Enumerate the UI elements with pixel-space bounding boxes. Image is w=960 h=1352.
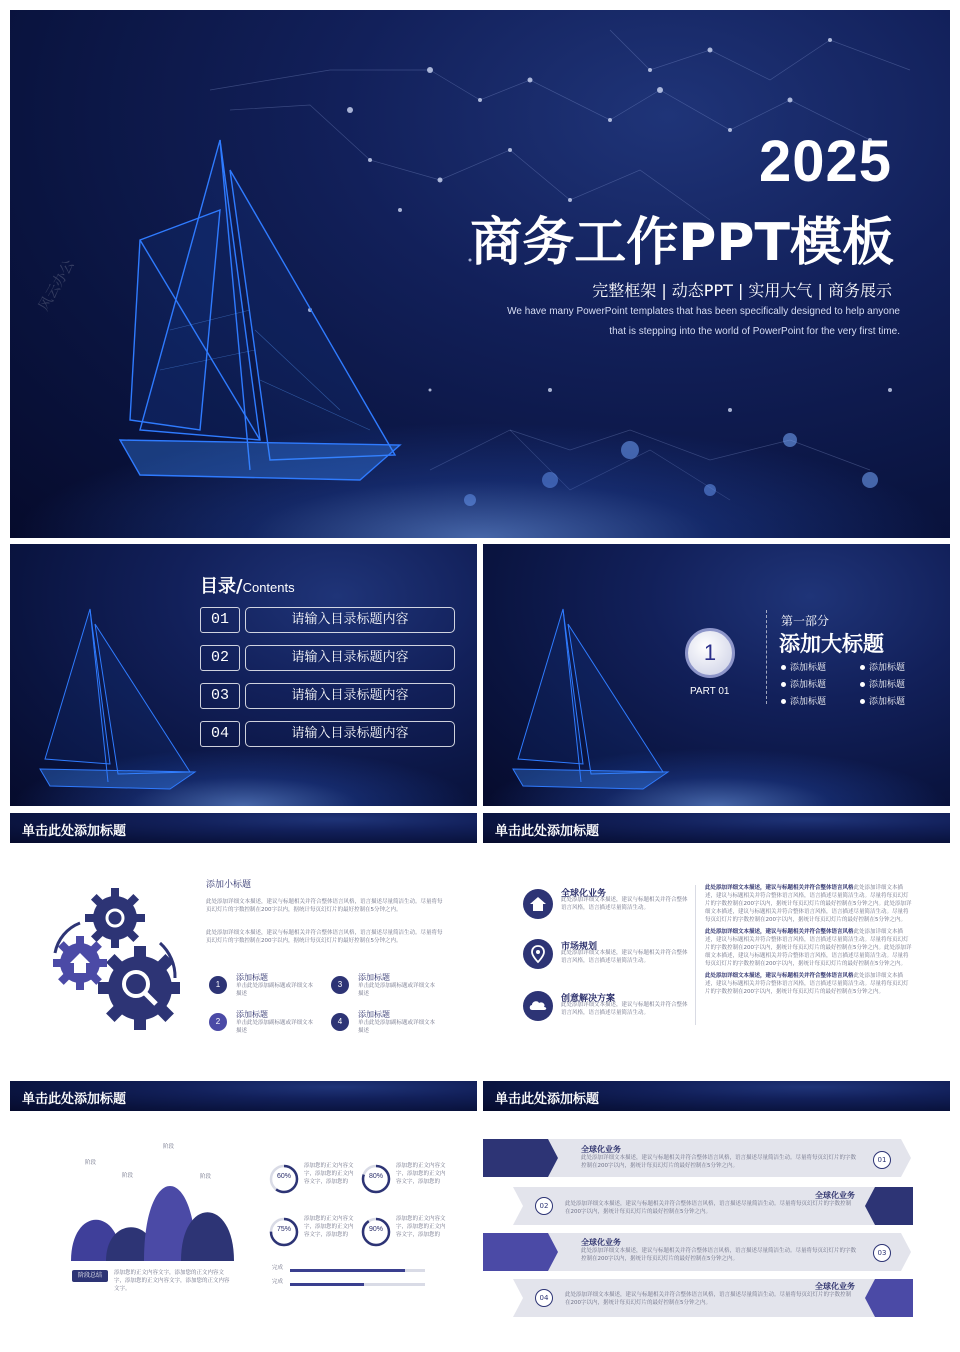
row-title[interactable]: 全球化业务 — [815, 1191, 855, 1200]
progress-bar-fill — [290, 1283, 364, 1286]
paragraph-lead: 此处添加详细文本描述，建议与标题相关并符合整体语言风格 — [705, 928, 854, 935]
paragraph-body: 此处添加详细文本描述，建议与标题相关并符合整体语言风格，语言描述尽量简洁生动。尽量将每页幻灯片的字数控制在200字以内，据统计每页幻灯片的最好控制在5分钟之内。此处添加详细文本描述，建议与标题相关并符合整体语言风格，语言描述尽量简洁生动。尽量将每页幻灯片的字数控制在200字以内，据统计每页幻灯片的最好控制在5分钟之内。 — [705, 885, 912, 923]
stage-label: 阶段 — [85, 1160, 97, 1166]
section-slide[interactable] — [483, 544, 950, 806]
paragraph-lead: 此处添加详细文本描述，建议与标题相关并符合整体语言风格 — [705, 885, 854, 891]
stage-label: 阶段 — [122, 1173, 134, 1179]
item-title[interactable]: 添加标题 — [236, 973, 268, 982]
row-number: 02 — [535, 1197, 553, 1215]
gears-slide[interactable] — [10, 813, 477, 1075]
ring-desc: 添加您的正文内容文字，添加您的正文内容文字，添加您的 — [304, 1163, 354, 1185]
item-number: 3 — [331, 976, 349, 994]
bar-label: 完成 — [272, 1279, 284, 1285]
ring-desc: 添加您的正文内容文字，添加您的正文内容文字，添加您的 — [304, 1216, 354, 1238]
service-title[interactable]: 创意解决方案 — [561, 994, 616, 1004]
paragraph-body: 此处添加详细文本描述，建议与标题相关并符合整体语言风格，语言描述尽量简洁生动。尽量将每页幻灯片的字数控制在200字以内，据统计每页幻灯片的最好控制在5分钟之内。此处添加详细文本描述，建议与标题相关并符合整体语言风格，语言描述尽量简洁生动。尽量将每页幻灯片的字数控制在200字以内，据统计每页幻灯片的最好控制在5分钟之内。 — [705, 928, 912, 967]
progress-ring — [268, 1216, 300, 1248]
sailboat-illustration — [110, 130, 430, 500]
contents-heading-zh: 目录/ — [200, 576, 243, 597]
service-desc: 此处添加详细文本描述，建议与标题相关并符合整体语言风格，语言描述尽量简洁生动。 — [561, 950, 688, 964]
bullet-item: 添加标题 — [781, 660, 826, 673]
progress-ring — [360, 1216, 392, 1248]
toc-item-label[interactable]: 请输入目录标题内容 — [245, 607, 455, 633]
slide-header-title[interactable]: 单击此处添加标题 — [22, 824, 127, 839]
body-paragraph: 此处添加详细文本描述，建议与标题相关并符合整体语言风格，语言描述尽量简洁生动。尽量将每页幻灯片的字数控制在200字以内，据统计每页幻灯片的最好控制在5分钟之内。 — [206, 899, 443, 913]
watermark-text: 风云办公 — [35, 257, 78, 314]
item-title[interactable]: 添加标题 — [358, 973, 390, 982]
house-icon — [523, 889, 553, 919]
toc-item-label[interactable]: 请输入目录标题内容 — [245, 721, 455, 747]
cover-subtitle-line1: We have many PowerPoint templates that has been specifically designed to help anyone — [507, 306, 900, 317]
toc-item-label[interactable]: 请输入目录标题内容 — [245, 683, 455, 709]
slide-header-title[interactable]: 单击此处添加标题 — [495, 1092, 600, 1107]
ring-percent: 90% — [368, 1226, 383, 1233]
row-number: 04 — [535, 1289, 553, 1307]
paragraph-body: 此处添加详细文本描述，建议与标题相关并符合整体语言风格，语言描述尽量简洁生动。尽量将每页幻灯片的字数控制在200字以内，据统计每页幻灯片的最好控制在5分钟之内。 — [705, 972, 909, 995]
row-desc: 此处添加详细文本描述，建议与标题相关并符合整体语言风格，语言描述尽量简洁生动。尽量将每页幻灯片的字数控制在200字以内，据统计每页幻灯片的最好控制在5分钟之内。 — [565, 1292, 852, 1306]
divider — [695, 885, 696, 1025]
service-desc: 此处添加详细文本描述，建议与标题相关并符合整体语言风格，语言描述尽量简洁生动。 — [561, 897, 688, 911]
summary-badge: 阶段总结 — [72, 1270, 108, 1282]
item-desc: 单击此处添加副标题或详细文本描述 — [236, 1020, 314, 1034]
slide-header-bar — [483, 813, 950, 843]
gears-illustration — [40, 883, 180, 1033]
sailboat-illustration — [503, 604, 683, 794]
ring-desc: 添加您的正文内容文字，添加您的正文内容文字，添加您的 — [396, 1216, 446, 1238]
bar-label: 完成 — [272, 1265, 284, 1271]
summary-text: 添加您的正文内容文字，添加您的正文内容文字，添加您的正文内容文字，添加您的正文内容文字。 — [114, 1270, 230, 1292]
row-desc: 此处添加详细文本描述，建议与标题相关并符合整体语言风格，语言描述尽量简洁生动。尽量将每页幻灯片的字数控制在200字以内，据统计每页幻灯片的最好控制在5分钟之内。 — [581, 1155, 857, 1169]
row-desc: 此处添加详细文本描述，建议与标题相关并符合整体语言风格，语言描述尽量简洁生动。尽量将每页幻灯片的字数控制在200字以内，据统计每页幻灯片的最好控制在5分钟之内。 — [565, 1201, 852, 1215]
progress-bar — [290, 1269, 425, 1272]
slide-subtitle[interactable]: 添加小标题 — [206, 880, 252, 890]
sailboat-illustration — [30, 604, 210, 794]
bullet-item: 添加标题 — [781, 694, 826, 707]
item-number: 4 — [331, 1013, 349, 1031]
body-paragraph: 此处添加详细文本描述，建议与标题相关并符合整体语言风格，语言描述尽量简洁生动。尽量将每页幻灯片的字数控制在200字以内，据统计每页幻灯片的最好控制在5分钟之内。 — [206, 930, 443, 944]
row-desc: 此处添加详细文本描述，建议与标题相关并符合整体语言风格，语言描述尽量简洁生动。尽量将每页幻灯片的字数控制在200字以内，据统计每页幻灯片的最好控制在5分钟之内。 — [581, 1248, 857, 1262]
slide-header-bar — [10, 813, 477, 843]
service-desc: 此处添加详细文本描述，建议与标题相关并符合整体语言风格，语言描述尽量简洁生动。 — [561, 1002, 688, 1016]
contents-heading-en: Contents — [242, 580, 295, 595]
item-number: 1 — [209, 976, 227, 994]
stage-label: 阶段 — [163, 1144, 175, 1150]
item-desc: 单击此处添加副标题或详细文本描述 — [358, 1020, 436, 1034]
service-title[interactable]: 全球化业务 — [561, 889, 607, 899]
service-title[interactable]: 市场规划 — [561, 942, 598, 952]
row-title[interactable]: 全球化业务 — [581, 1145, 621, 1154]
slide-header-title[interactable]: 单击此处添加标题 — [495, 824, 600, 839]
toc-item-number: 03 — [200, 683, 240, 709]
progress-bar-fill — [290, 1269, 405, 1272]
row-title[interactable]: 全球化业务 — [581, 1238, 621, 1247]
contents-slide[interactable] — [10, 544, 477, 806]
section-title[interactable]: 添加大标题 — [779, 632, 884, 656]
cover-tagline: 完整框架 | 动态PPT | 实用大气 | 商务展示 — [592, 281, 892, 300]
progress-ring — [360, 1163, 392, 1195]
stage-label: 阶段 — [200, 1174, 212, 1180]
section-label: 第一部分 — [781, 614, 830, 628]
row-title[interactable]: 全球化业务 — [815, 1282, 855, 1291]
bullet-item: 添加标题 — [781, 677, 826, 690]
ring-percent: 80% — [368, 1173, 383, 1180]
location-pin-icon — [523, 939, 553, 969]
part-number-badge: 1 — [685, 628, 735, 678]
item-desc: 单击此处添加副标题或详细文本描述 — [358, 983, 436, 997]
contents-heading — [200, 572, 295, 598]
toc-item-number: 04 — [200, 721, 240, 747]
mountain-chart — [66, 1166, 246, 1261]
cover-subtitle-line2: that is stepping into the world of PowerPoint for the very first time. — [609, 326, 900, 337]
toc-item-number: 01 — [200, 607, 240, 633]
text-paragraph — [705, 973, 913, 997]
text-paragraph — [705, 885, 913, 925]
ring-percent: 60% — [276, 1173, 291, 1180]
bullet-item: 添加标题 — [860, 677, 905, 690]
bullet-item: 添加标题 — [860, 660, 905, 673]
cover-slide[interactable] — [10, 10, 950, 538]
progress-bar — [290, 1283, 425, 1286]
ring-percent: 75% — [276, 1226, 291, 1233]
slide-header-title[interactable]: 单击此处添加标题 — [22, 1092, 127, 1107]
part-label: PART 01 — [690, 686, 730, 697]
toc-item-label[interactable]: 请输入目录标题内容 — [245, 645, 455, 671]
toc-item-number: 02 — [200, 645, 240, 671]
bullet-item: 添加标题 — [860, 694, 905, 707]
paragraph-lead: 此处添加详细文本描述，建议与标题相关并符合整体语言风格 — [705, 972, 854, 979]
cover-year: 2025 — [758, 129, 892, 194]
divider — [766, 610, 767, 704]
item-number: 2 — [209, 1013, 227, 1031]
arrows-slide[interactable] — [483, 1081, 950, 1343]
row-number: 01 — [873, 1151, 891, 1169]
text-block — [705, 885, 913, 997]
item-title[interactable]: 添加标题 — [358, 1010, 390, 1019]
row-number: 03 — [873, 1244, 891, 1262]
item-desc: 单击此处添加副标题或详细文本描述 — [236, 983, 314, 997]
slide-header-bar — [10, 1081, 477, 1111]
item-title[interactable]: 添加标题 — [236, 1010, 268, 1019]
stages-slide[interactable] — [10, 1081, 477, 1343]
cloud-icon — [523, 991, 553, 1021]
services-slide[interactable] — [483, 813, 950, 1075]
text-paragraph — [705, 929, 913, 969]
cover-title[interactable]: 商务工作PPT模板 — [470, 213, 894, 273]
ring-desc: 添加您的正文内容文字，添加您的正文内容文字，添加您的 — [396, 1163, 446, 1185]
progress-ring — [268, 1163, 300, 1195]
